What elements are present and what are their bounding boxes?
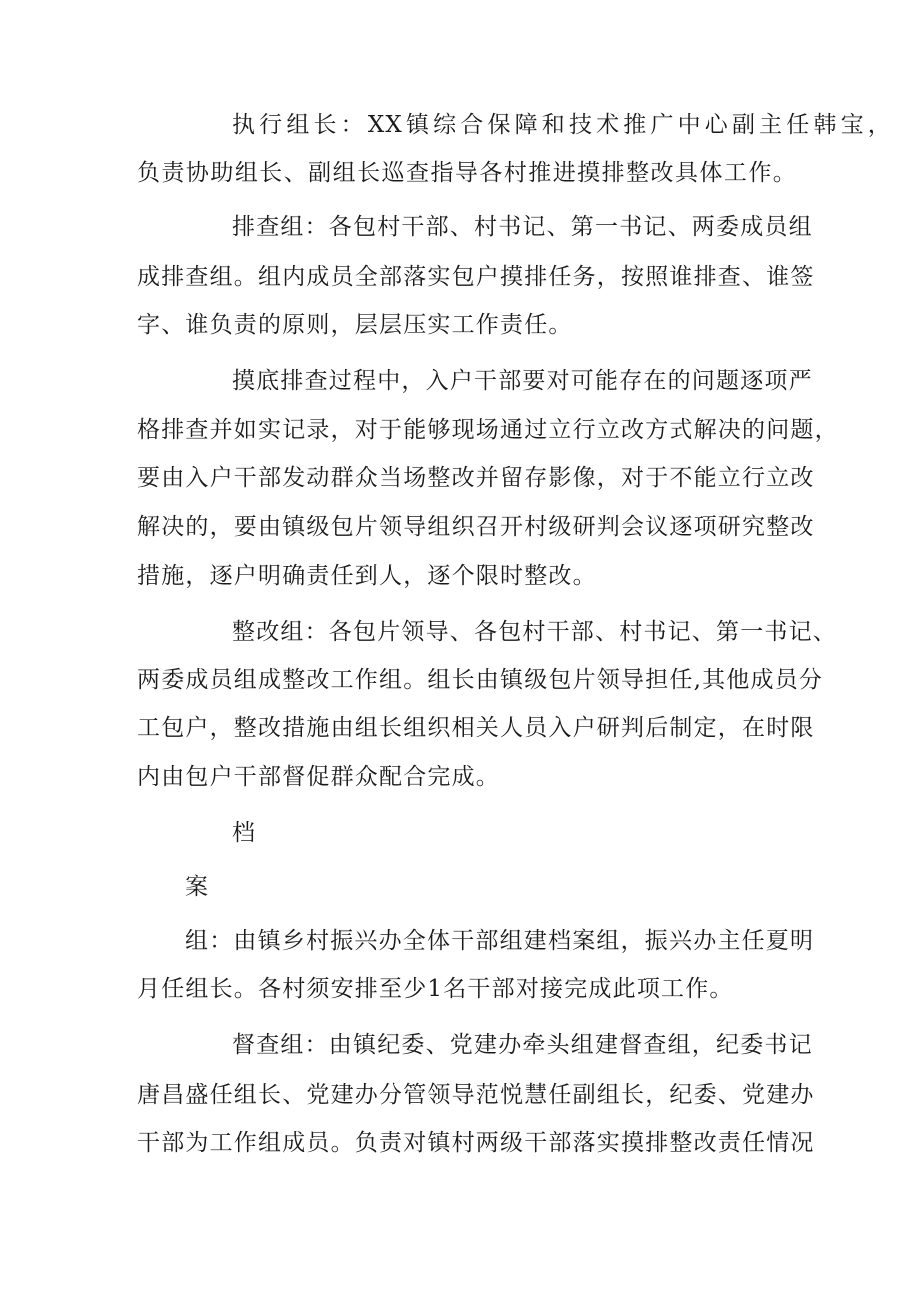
paragraph-line: 字、谁负责的原则，层层压实工作责任。 bbox=[137, 312, 573, 338]
paragraph-line: 摸底排查过程中，入户干部要对可能存在的问题逐项严 bbox=[232, 368, 813, 394]
paragraph-line: 组：由镇乡村振兴办全体干部组建档案组，振兴办主任夏明 bbox=[185, 928, 815, 954]
paragraph-line: 负责协助组长、副组长巡查指导各村推进摸排整改具体工作。 bbox=[137, 160, 797, 186]
paragraph-line: 督查组：由镇纪委、党建办牵头组建督查组，纪委书记 bbox=[232, 1032, 813, 1058]
paragraph-line: 档 bbox=[232, 820, 257, 846]
paragraph-line: 工包户，整改措施由组长组织相关人员入户研判后制定，在时限 bbox=[137, 715, 815, 741]
paragraph-line: 解决的，要由镇级包片领导组织召开村级研判会议逐项研究整改 bbox=[137, 514, 815, 540]
paragraph-line: 月任组长。各村须安排至少1名干部对接完成此项工作。 bbox=[137, 976, 734, 1002]
paragraph-line: 措施，逐户明确责任到人，逐个限时整改。 bbox=[137, 563, 597, 589]
paragraph-line: 执行组长：XX镇综合保障和技术推广中心副主任韩宝， bbox=[232, 112, 892, 138]
paragraph-line: 要由入户干部发动群众当场整改并留存影像，对于不能立行立改 bbox=[137, 465, 815, 491]
paragraph-line: 格排查并如实记录，对于能够现场通过立行立改方式解决的问题， bbox=[137, 417, 839, 443]
paragraph-line: 整改组：各包片领导、各包村干部、村书记、第一书记、 bbox=[232, 619, 837, 645]
paragraph-line: 排查组：各包村干部、村书记、第一书记、两委成员组 bbox=[232, 214, 813, 240]
paragraph-line: 唐昌盛任组长、党建办分管领导范悦慧任副组长，纪委、党建办 bbox=[137, 1082, 815, 1108]
paragraph-line: 两委成员组成整改工作组。组长由镇级包片领导担任,其他成员分 bbox=[137, 667, 824, 693]
paragraph-line: 干部为工作组成员。负责对镇村两级干部落实摸排整改责任情况 bbox=[137, 1130, 815, 1156]
paragraph-line: 内由包户干部督促群众配合完成。 bbox=[137, 764, 500, 790]
paragraph-line: 案 bbox=[185, 874, 210, 900]
paragraph-line: 成排查组。组内成员全部落实包户摸排任务，按照谁排查、谁签 bbox=[137, 264, 815, 290]
